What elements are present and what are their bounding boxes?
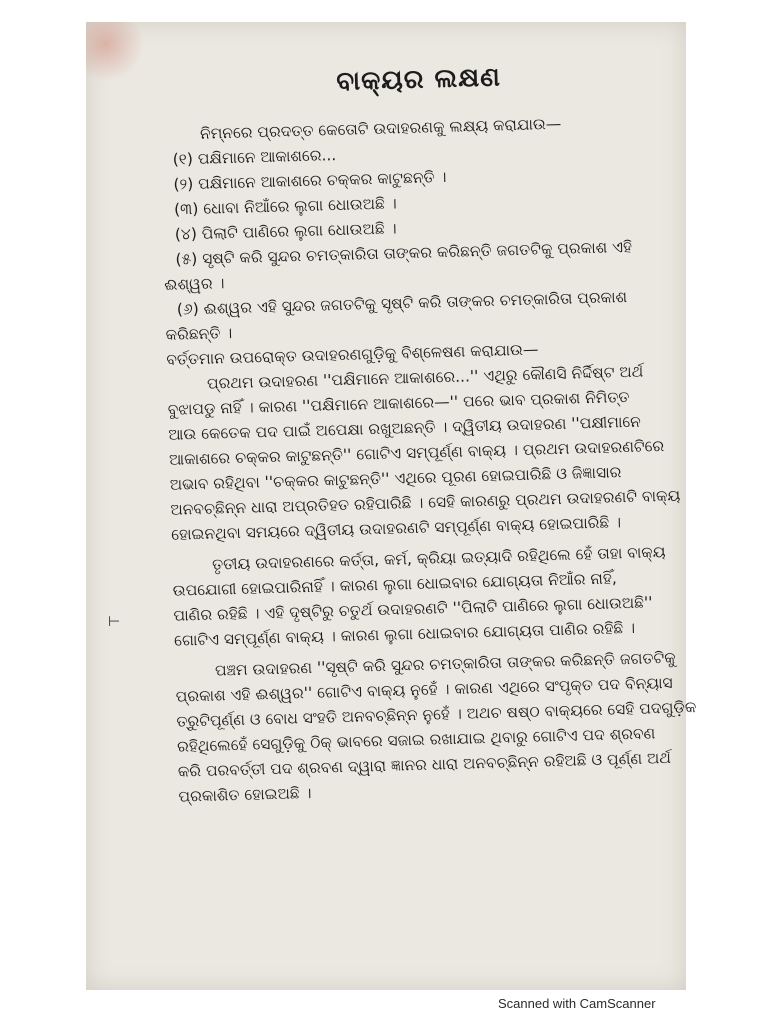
- intro-line: ନିମ୍ନରେ ପ୍ରଦତ୍ତ କେତୋଟି ଉଦାହରଣକୁ ଲକ୍ଷ୍ୟ କରାଯାଉ—: [199, 114, 562, 143]
- example-6: (୬) ଈଶ୍ୱର ଏହି ସୁନ୍ଦର ଜଗତଟିକୁ ସୃଷ୍ଟି କରି ତାଙ୍କର ଚମତ୍କାରିତା ପ୍ରକାଶ: [176, 287, 628, 319]
- paragraph-2: [172, 539, 695, 653]
- example-2: (୨) ପକ୍ଷିମାନେ ଆକାଶରେ ଚକ୍କର କାଟୁଛନ୍ତି ।: [173, 167, 447, 194]
- camscanner-watermark: Scanned with CamScanner: [498, 996, 656, 1011]
- paragraph-3: [175, 645, 699, 809]
- paragraph-line: ପ୍ରଥମ ଉଦାହରଣ ''ପକ୍ଷିମାନେ ଆକାଶରେ...'' ଏଥିରୁ କୌଣସି ନିର୍ଦ୍ଦିଷ୍ଟ ଅର୍ଥ: [206, 362, 644, 393]
- example-5-continuation: ଈଶ୍ୱର ।: [163, 274, 225, 294]
- paragraph-line: ରହିଥିଲେହେଁ ସେଗୁଡ଼ିକୁ ଠିକ୍ ଭାବରେ ସଜାଇ ରଖାଯାଇ ଥିବାରୁ ଗୋଟିଏ ପଦ ଶ୍ରବଣ: [176, 724, 656, 756]
- example-6-continuation: କରିଛନ୍ତି ।: [165, 324, 233, 344]
- paragraph-line: ଆଉ କେତେକ ପଦ ପାଇଁ ଅପେକ୍ଷା ରଖୁଅଛନ୍ତି । ଦ୍ୱିତୀୟ ଉଦାହରଣ ''ପକ୍ଷୀମାନେ: [168, 412, 642, 444]
- paragraph-line: ଅଭାବ ରହିଥିବା ''ଚକ୍କର କାଟୁଛନ୍ତି'' ଏଥିରେ ପୂରଣ ହୋଇପାରିଛି ଓ ଜିଜ୍ଞାସାର: [169, 463, 622, 494]
- paragraph-line: ଉପଯୋଗୀ ହୋଇପାରିନାହିଁ । କାରଣ ଲୁଗା ଧୋଇବାର ଯୋଗ୍ୟତା ନିଆଁର ନାହିଁ,: [172, 569, 618, 600]
- example-3: (୩) ଧୋବା ନିଆଁରେ ଲୁଗା ଧୋଉଅଛି ।: [173, 194, 397, 219]
- paragraph-line: ପଞ୍ଚମ ଉଦାହରଣ ''ସୃଷ୍ଟି କରି ସୁନ୍ଦର ଚମତ୍କାରିତା ତାଙ୍କର କରିଛନ୍ତି ଜଗତଟିକୁ: [214, 648, 676, 680]
- paragraph-line: ପାଣିର ରହିଛି । ଏହି ଦୃଷ୍ଟିରୁ ଚତୁର୍ଥ ଉଦାହରଣଟି ''ପିଲାଟି ପାଣିରେ ଲୁଗା ଧୋଉଅଛି'': [173, 593, 653, 625]
- page-content: [158, 47, 699, 809]
- paragraph-line: ଗୋଟିଏ ସମ୍ପୂର୍ଣ୍ଣ ବାକ୍ୟ । କାରଣ ଲୁଗା ଧୋଇବାର ଯୋଗ୍ୟତା ପାଣିର ରହିଛି ।: [173, 618, 636, 650]
- paragraph-line: ପ୍ରକାଶିତ ହୋଇଅଛି ।: [178, 784, 312, 806]
- paragraph-line: ପ୍ରକାଶ ଏହି ଈଶ୍ୱର'' ଗୋଟିଏ ବାକ୍ୟ ନୁହେଁ । କାରଣ ଏଥିରେ ସଂପୃକ୍ତ ପଦ ବିନ୍ୟାସ: [175, 673, 673, 706]
- example-4: (୪) ପିଲାଟି ପାଣିରେ ଲୁଗା ଧୋଉଅଛି ।: [174, 219, 397, 244]
- paragraph-line: ଅନବଚ୍ଛିନ୍ନ ଧାରା ଅପ୍ରତିହତ ରହିପାରିଛି । ସେହି କାରଣରୁ ପ୍ରଥମ ଉଦାହରଣଟି ବାକ୍ୟ: [170, 486, 681, 519]
- page-title: ବାକ୍ୟର ଲକ୍ଷଣ: [336, 62, 502, 98]
- analysis-intro: ବର୍ତ୍ତମାନ ଉପରୋକ୍ତ ଉଦାହରଣଗୁଡ଼ିକୁ ବିଶ୍ଳେଷଣ କରାଯାଉ—: [166, 340, 539, 369]
- paragraph-line: ତୃତୀୟ ଉଦାହରଣରେ କର୍ତ୍ତା, କର୍ମ, କ୍ରିୟା ଇତ୍ୟାଦି ରହିଥିଲେ ହେଁ ତାହା ବାକ୍ୟ: [211, 543, 666, 574]
- margin-mark: ⊢: [108, 614, 121, 630]
- paragraph-line: କରି ପରବର୍ତ୍ତୀ ପଦ ଶ୍ରବଣ ଦ୍ୱାରା ଜ୍ଞାନର ଧାରା ଅନବଚ୍ଛିନ୍ନ ରହିଅଛି ଓ ପୂର୍ଣ୍ଣ ଅର୍ଥ: [177, 748, 672, 781]
- paragraph-line: ହୋଇନଥିବା ସମୟରେ ଦ୍ୱିତୀୟ ଉଦାହରଣଟି ସମ୍ପୂର୍ଣ୍ଣ ବାକ୍ୟ ହୋଇପାରିଛି ।: [170, 513, 622, 544]
- paragraph-line: ଆକାଶରେ ଚକ୍କର କାଟୁଛନ୍ତି'' ଗୋଟିଏ ସମ୍ପୂର୍ଣ୍ଣ ବାକ୍ୟ । ପ୍ରଥମ ଉଦାହରଣଟିରେ: [168, 437, 665, 469]
- paragraph-line: ତ୍ରୁଟିପୂର୍ଣ୍ଣ ଓ ବୋଧ ସଂହତି ଅନବଚ୍ଛିନ୍ନ ନୁହେଁ । ଅଥଚ ଷଷ୍ଠ ବାକ୍ୟରେ ସେହି ପଦଗୁଡ଼ିକ: [176, 698, 697, 731]
- scanned-page: [86, 22, 697, 990]
- paragraph-1: [167, 358, 692, 547]
- example-1: (୧) ପକ୍ଷିମାନେ ଆକାଶରେ...: [172, 146, 337, 169]
- paragraph-line: ବୁଝାପଡୁ ନାହିଁ । କାରଣ ''ପକ୍ଷିମାନେ ଆକାଶରେ—'' ପରେ ଭାବ ପ୍ରକାଶ ନିମିତ୍ତ: [167, 387, 630, 419]
- example-5: (୫) ସୃଷ୍ଟି କରି ସୁନ୍ଦର ଚମତ୍କାରିତା ତାଙ୍କର କରିଛନ୍ତି ଜଗତଟିକୁ ପ୍ରକାଶ ଏହି: [175, 237, 633, 269]
